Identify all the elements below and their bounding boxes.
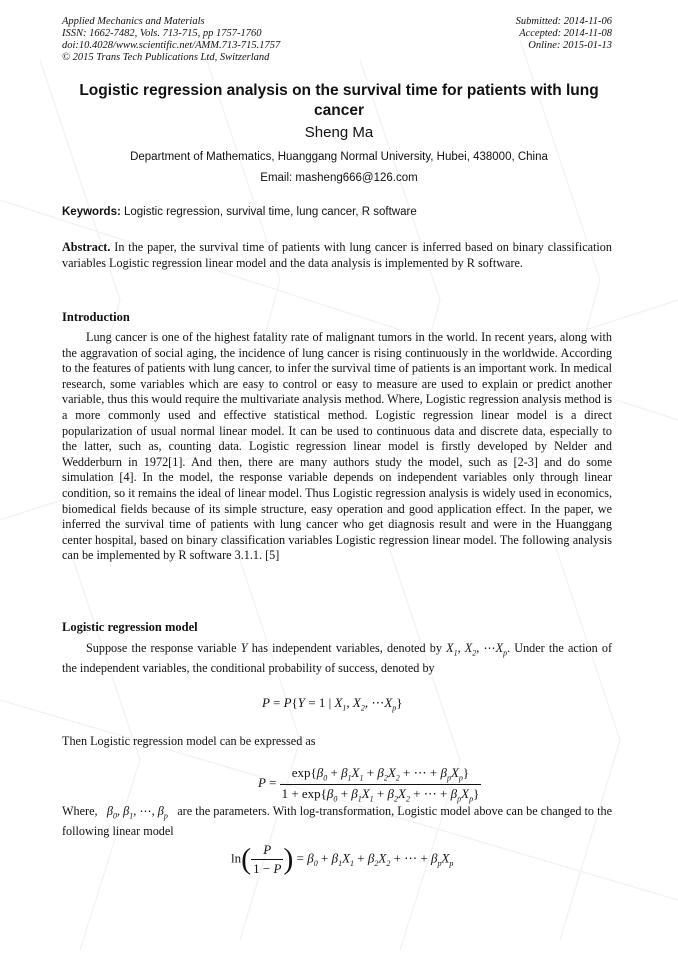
logit-fraction: $\frac{P}{1 - P}$	[253, 842, 282, 876]
accepted-date: Accepted: 2014-11-08	[519, 28, 612, 39]
journal-meta	[62, 16, 280, 64]
model-text-c: . Under the action of the independent variables, the conditional probability of success, denoted by	[62, 641, 613, 676]
online-date: Online: 2015-01-13	[528, 40, 612, 51]
where-text-a: Where,	[62, 804, 98, 818]
journal-name: Applied Mechanics and Materials	[62, 16, 205, 27]
logistic-fraction: $\frac{\exp\{\beta_0 + \beta_1X_1 + \beta_2X_2 + \cdots + \beta_pX_p\}}{1 + \exp\{\beta_0 + \beta_1X_1 + \beta_2X_2 + \cdots + \beta_pX_p\}}$	[281, 765, 480, 804]
model-text-a: Suppose the response variable	[86, 641, 237, 655]
model-where-text	[62, 804, 612, 840]
model-paragraph	[62, 641, 612, 677]
abstract-text: In the paper, the survival time of patients with lung cancer is inferred based on binary classification variables Logistic regression linear model and the data analysis is implemented by R software.	[62, 240, 612, 270]
paper-title: Logistic regression analysis on the survival time for patients with lung cancer	[79, 82, 599, 119]
keywords-text: Logistic regression, survival time, lung cancer, R software	[124, 206, 417, 218]
author-email[interactable]: Email: masheng666@126.com	[260, 172, 418, 184]
equation-probability: P = P{Y = 1 | $X_1$, $X_2$, $\cdots X_p$}	[262, 695, 403, 713]
abstract	[62, 240, 612, 271]
model-then-text: Then Logistic regression model can be expressed as	[62, 734, 316, 748]
copyright: © 2015 Trans Tech Publications Ltd, Switzerland	[62, 52, 270, 63]
keywords	[62, 206, 616, 218]
response-variable: Y	[240, 641, 248, 655]
issn: ISSN: 1662-7482, Vols. 713-715, pp 1757-1760	[62, 28, 262, 39]
equation-logit: ln( $\frac{P}{1 - P}$ ) = $\beta_0 + \beta_1X_1 + \beta_2X_2$ + ⋯ + $\beta_pX_p$	[231, 842, 454, 876]
keywords-label: Keywords:	[62, 206, 121, 218]
model-heading: Logistic regression model	[62, 620, 198, 634]
author-name: Sheng Ma	[304, 124, 374, 141]
equation-logistic: P = $\frac{\exp\{\beta_0 + \beta_1X_1 + \beta_2X_2 + \cdots + \beta_pX_p\}}{1 + \exp\{\beta_0 + \beta_1X_1 + \beta_2X_2 + \cdots + \beta_pX_p\}}$	[258, 765, 480, 804]
parameters: $\beta_0$, $\beta_1$, ⋯, $\beta_p$	[106, 804, 168, 821]
independent-variables: $X_1$, $X_2$, $\cdots X_p$	[446, 641, 508, 658]
submitted-date: Submitted: 2014-11-06	[515, 16, 612, 27]
introduction-body: Lung cancer is one of the highest fatality rate of malignant tumors in the world. In recent years, along with the aggravation of social aging, the incidence of lung cancer is rising continuously in the worldwide. According to the features of patients with lung cancer, to infer the survival time of patients is an important work. In medical research, some variables which are easy to control or easy to measure are used to explain or predict another variable, thus this would require the multivariate analysis method. Where, Logistic regression analysis method is a more commonly used and effective statistical method. Logistic regression linear model is a direct popularization of usual normal linear model. It can be used to continuous data and discrete data, especially to the latter, such as, counting data. Logistic regression linear model is firstly developed by Nelder and Wedderburn in 1972[1]. And then, there are many authors study the model, such as [2-3] and do some simulation [4]. In the model, the response variable depends on independent variables only through linear condition, so it remains the ideal of linear model. Thus Logistic regression analysis is widely used in economics, biomedical fields because of its simple structure, easy operation and good application effect. In the paper, we inferred the survival time of patients with lung cancer who get diagnosis result and were in the Huanggang center hospital, based on binary classification variables Logistic regression linear model. The following analysis can be implemented by R software 3.1.1. [5]	[62, 330, 612, 563]
where-text-b: are the parameters. With log-transformation, Logistic model above can be changed to the following linear model	[62, 804, 613, 839]
introduction-heading: Introduction	[62, 310, 130, 324]
dates-meta	[516, 16, 612, 52]
abstract-label: Abstract.	[62, 240, 111, 254]
model-text-b: has independent variables, denoted by	[251, 641, 442, 655]
affiliation: Department of Mathematics, Huanggang Normal University, Hubei, 438000, China	[130, 151, 548, 163]
doi-link[interactable]: doi:10.4028/www.scientific.net/AMM.713-715.1757	[62, 40, 281, 51]
